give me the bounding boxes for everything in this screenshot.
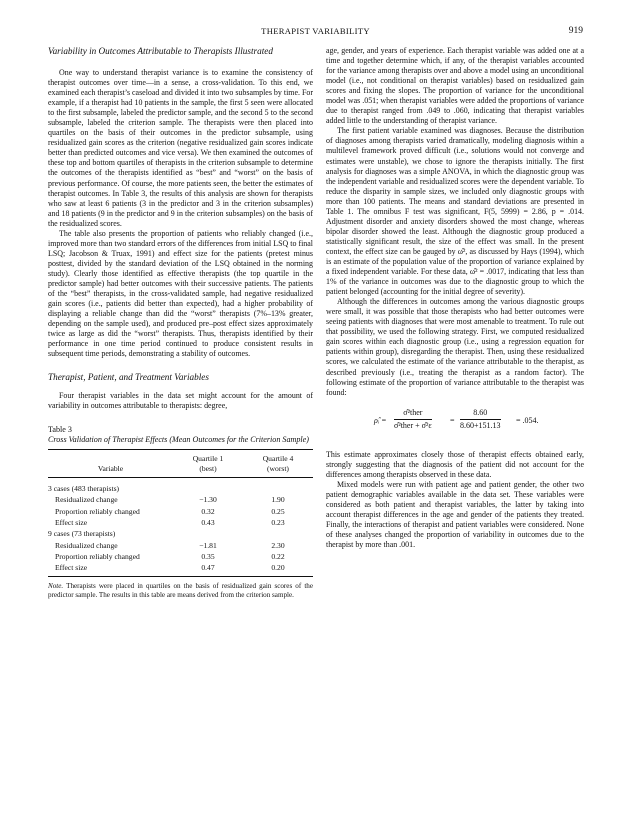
paragraph: Four therapist variables in the data set might account for the amount of variability in outcomes attributable to therapists: degree,	[48, 391, 313, 411]
table-title: Cross Validation of Therapist Effects (Mean Outcomes for the Criterion Sample)	[48, 435, 309, 445]
cell-q1: −1.30	[199, 495, 217, 505]
col-header-q4-line2: (worst)	[267, 463, 289, 473]
fraction-denominator: 8.60+151.13	[460, 420, 501, 430]
row-variable: Effect size	[48, 562, 173, 577]
cell-q1: 0.47	[173, 562, 243, 577]
table-row	[48, 540, 313, 551]
table-3	[48, 425, 313, 599]
page-number: 919	[568, 26, 583, 36]
running-title: THERAPIST VARIABILITY	[261, 26, 370, 36]
right-column	[326, 46, 584, 550]
table-row	[48, 517, 313, 528]
table-3-grid	[48, 449, 313, 577]
fraction-numerator: σ̂²ther	[394, 408, 432, 420]
section-heading-variability: Variability in Outcomes Attributable to Therapists Illustrated	[48, 46, 273, 56]
fraction-denominator: σ̂²ther + σ̂²ε	[394, 420, 432, 430]
row-variable: Residualized change	[55, 540, 118, 550]
group-label: 3 cases (483 therapists)	[48, 484, 120, 494]
table-row	[48, 562, 313, 577]
table-note	[48, 582, 313, 599]
table-row	[48, 494, 313, 505]
cell-q4: 1.90	[271, 495, 285, 505]
running-header	[48, 26, 583, 40]
variance-formula	[326, 404, 584, 442]
cell-q1: 0.35	[201, 551, 215, 561]
cell-q4: 0.23	[271, 517, 285, 527]
formula-lhs: ρ̂ᵢ =	[374, 415, 387, 425]
cell-q4: 0.20	[243, 562, 313, 577]
paragraph: age, gender, and years of experience. Each therapist variable was added one at a time and together determine which, if any, of the therapist variables accounted for the variance among therapists over and above a model using an unconditional model (i.e., not conditional on therapist variables) based on residualized gain scores and fixing the slopes. The proportion of variance for the unconditional model was .051; when therapist variables were added the proportions of variance due to therapist ranged from .049 to .060, indicating that therapist variables added little to the understanding of therapist variance.	[326, 46, 584, 126]
left-column	[48, 46, 313, 600]
table-header-row	[48, 450, 313, 478]
table-label: Table 3	[48, 425, 72, 435]
table-group-row	[48, 528, 313, 539]
cell-q4: 0.22	[271, 551, 285, 561]
cell-q4: 2.30	[271, 540, 285, 550]
col-header-quartile-1	[173, 450, 243, 478]
formula-fraction-symbolic	[394, 408, 432, 431]
group-label: 9 cases (73 therapists)	[48, 529, 116, 539]
paragraph: Although the differences in outcomes among the various diagnostic groups were small, it was possible that those therapists who had better outcomes were seeing patients with diagnoses that were most amenable to treatment. To rule out that possibility, we used the following strategy. First, we computed residualized gain scores within each diagnostic group (i.e., using a regression equation for patients within group), disregarding the therapist. Then, using these residualized scores, we calculated the estimate of the variance attributable to the therapist, as described previously (i.e., treating the therapist as a random factor). The following estimate of the proportion of variance attributable to the therapist was found:	[326, 297, 584, 397]
cell-q1: 0.43	[201, 517, 215, 527]
col-header-q4-line1: Quartile 4	[262, 454, 294, 464]
formula-result: = .054.	[516, 415, 539, 425]
col-header-quartile-4	[243, 450, 313, 478]
col-header-variable: Variable	[48, 450, 173, 478]
col-header-q1-line2: (best)	[199, 463, 217, 473]
cell-q1: 0.32	[201, 506, 215, 516]
formula-fraction-numeric	[460, 408, 501, 431]
paragraph: The first patient variable examined was diagnoses. Because the distribution of diagnoses among therapists varied dramatically, modeling diagnosis within a multilevel framework proved difficult (i.e., solutions would not converge and estimates were unstable), we chose to ignore the therapists initially. The first analysis for diagnoses was a simple ANOVA, in which the diagnostic group was the independent variable and residualized scores were the dependent variable. To reduce the disparity in sample sizes, we included only diagnostic groups with more than 100 patients. The means and standard deviations are presented in Table 1. The omnibus F test was significant, F(5, 5999) = 2.86, p = .014. Adjustment disorder and anxiety disorders showed the most change, whereas bipolar disorder showed the least. Although the diagnostic group produced a statistically significant result, the size of the effect was small. In the present context, the effect size can be gauged by ω̂², as discussed by Hays (1994), which is an estimate of the population value of the proportion of variance explained by a fixed independent variable. For these data, ω̂² = .0017, indicating that less than 1% of the variance in outcomes was due to the diagnostic group to which the patient belonged (accounting for the initial degree of severity).	[326, 126, 584, 297]
section-heading-variables: Therapist, Patient, and Treatment Variables	[48, 372, 209, 383]
cell-q4: 0.25	[271, 506, 285, 516]
row-variable: Residualized change	[55, 495, 118, 505]
row-variable: Effect size	[55, 517, 88, 527]
table-row	[48, 506, 313, 517]
note-label: Note.	[48, 582, 64, 591]
row-variable: Proportion reliably changed	[55, 506, 140, 516]
paragraph: Mixed models were run with patient age and patient gender, the other two patient demographic variables available in the data set. These variables were considered as both patient and therapist variables, the latter by taking into account therapist differences in the age and gender of the patients they treated. Finally, the interactions of therapist and patient variables were considered. None of these analyses changed the proportion of variability in outcomes due to the therapist by more than .001.	[326, 479, 584, 550]
cell-q1: −1.81	[199, 540, 217, 550]
table-group-row	[48, 478, 313, 495]
table-row	[48, 551, 313, 562]
row-variable: Proportion reliably changed	[55, 551, 140, 561]
paragraph: One way to understand therapist variance is to examine the consistency of therapist outcomes over time—in a sense, a cross-validation. To this end, we examined each therapist’s caseload and divided it into two subsamples by time. For example, if a therapist had 10 patients in the sample, the first 5 seen were allocated to the first subsample, labeled the predictor sample, and the second 5 to the second subsample, labeled the criterion sample. The therapists were then placed into quartiles on the basis of their outcomes in the predictor subsample, using residualized gain scores as the criterion (negative residualized gain scores indicate better than predicted outcomes and vice versa). We then examined the outcomes of these top and bottom quartiles of therapists in the criterion subsample to determine the outcomes of the therapists identified as “best” and “worst” on the basis of previous performance. Of course, the more patients seen, the better the estimates of therapist outcomes. In Table 3, the results of this analysis are shown for therapists who saw at least 6 patients (3 in the predictor and 3 in the criterion subsamples) and 18 patients (9 in the predictor and 9 in the criterion subsamples) on the basis of the residualized scores.	[48, 68, 313, 228]
col-header-q1-line1: Quartile 1	[192, 454, 224, 464]
fraction-numerator: 8.60	[460, 408, 501, 420]
paragraph: The table also presents the proportion of patients who reliably changed (i.e., improved more than two standard errors of the differences from initial LSQ to final LSQ; Jacobson & Truax, 1991) and effect size for the patients (pretest minus posttest, divided by the standard deviation of the LSQ obtained in the norming study). Clearly those identified as effective therapists (the top quartile in the predictor sample) had better outcomes with their successive patients. The patients of the “best” therapists, in the cross-validated sample, had negative residualized gain scores (i.e., patients did better than expected), had a higher probability of displaying a reliable change than did the “worst” therapists (7%–13% greater, depending on the sample used), and produced pre–post effect sizes approximately twice as large as did the “worst” therapists. Thus, therapists identified by their performance in one time period continued to produce consistent results in subsequent time periods, demonstrating a stability of outcomes.	[48, 228, 313, 359]
note-text: Therapists were placed in quartiles on the basis of residualized gain scores of the predictor sample. The results in this table are means derived from the criterion sample.	[48, 582, 313, 600]
formula-equals: =	[450, 415, 455, 425]
paragraph: This estimate approximates closely those of therapist effects obtained early, strongly suggesting that the diagnosis of the patient did not account for the differences among therapists observed in these data.	[326, 449, 584, 479]
